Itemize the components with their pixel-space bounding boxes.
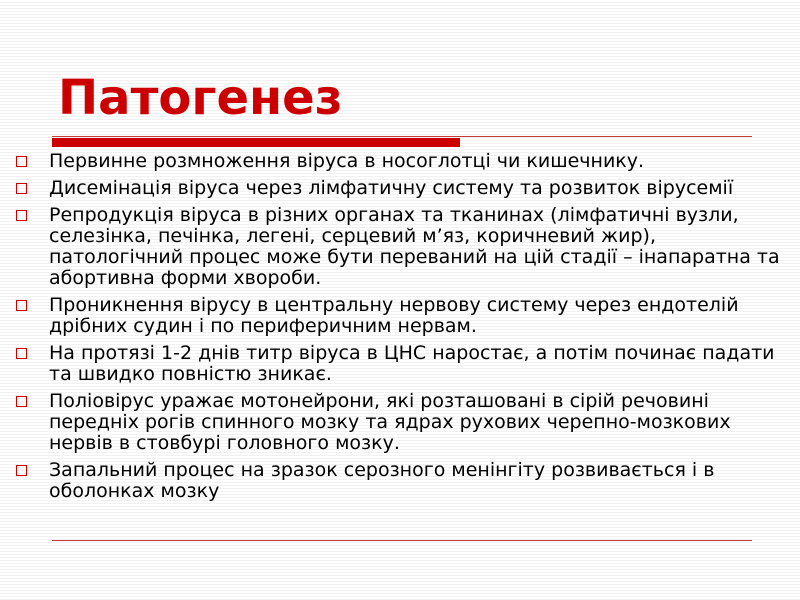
title-underline-thick: [52, 138, 460, 147]
title-underline-thin: [52, 136, 752, 137]
bullet-item-6: [8, 391, 796, 454]
hollow-square-bullet-icon: [16, 465, 27, 476]
bullet-text: Дисемінація віруса через лімфатичну систему та розвиток вірусемії: [49, 177, 734, 199]
bullet-list: [8, 151, 796, 508]
bullet-item-1: [8, 151, 796, 172]
bullet-text: Репродукція віруса в різних органах та тканинах (лімфатичні вузли, селезінка, печінка, легені, серцевий м’яз, коричневий жир), патологічний процес може бути переваний на цій стадії – інапаратна та абортивна форми хвороби.: [49, 204, 780, 289]
bullet-item-4: [8, 295, 796, 337]
bullet-text: Первинне розмноження віруса в носоглотці чи кишечнику.: [49, 150, 645, 172]
bullet-text: Проникнення вірусу в центральну нервову систему через ендотелій дрібних судин і по периферичним нервам.: [49, 294, 739, 337]
slide-title: Патогенез: [58, 70, 343, 126]
hollow-square-bullet-icon: [16, 156, 27, 167]
bullet-item-3: [8, 205, 796, 289]
hollow-square-bullet-icon: [16, 210, 27, 221]
bottom-divider: [52, 540, 752, 541]
hollow-square-bullet-icon: [16, 348, 27, 359]
hollow-square-bullet-icon: [16, 183, 27, 194]
hollow-square-bullet-icon: [16, 300, 27, 311]
bullet-text: Запальний процес на зразок серозного менінгіту розвивається і в оболонках мозку: [49, 459, 715, 502]
bullet-item-7: [8, 460, 796, 502]
bullet-text: Поліовірус уражає мотонейрони, які розташовані в сірій речовині передніх рогів спинного мозку та ядрах рухових черепно-мозкових нервів в стовбурі головного мозку.: [49, 390, 731, 454]
hollow-square-bullet-icon: [16, 396, 27, 407]
bullet-item-2: [8, 178, 796, 199]
bullet-text: На протязі 1-2 днів титр віруса в ЦНС наростає, а потім починає падати та швидко повністю зникає.: [49, 342, 775, 385]
bullet-item-5: [8, 343, 796, 385]
